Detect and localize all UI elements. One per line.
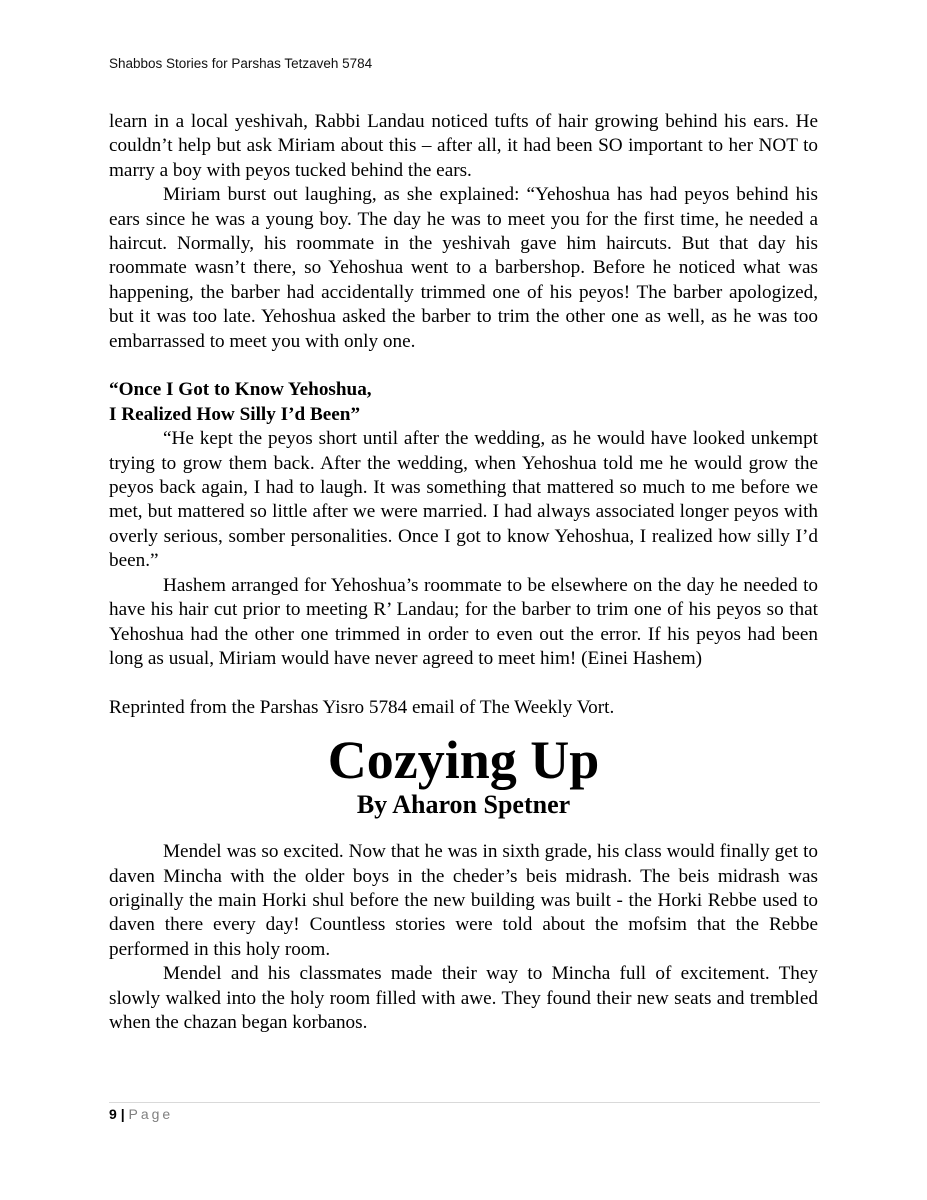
spacer — [109, 671, 818, 695]
story2-byline: By Aharon Spetner — [356, 790, 571, 820]
footer-divider — [109, 1102, 820, 1103]
spacer — [109, 354, 818, 378]
story2-paragraph-2: Mendel and his classmates made their way to Mincha full of excitement. They slowly walked into the holy room filled with awe. They found their new seats and trembled when the chazan began korbanos. — [109, 963, 818, 1033]
page-number: 9 — [109, 1106, 117, 1122]
story1-paragraph-2: Miriam burst out laughing, as she explained: “Yehoshua has had peyos behind his ears since he was a young boy. The day he was to meet you for the first time, he needed a haircut. Normally, his roommate in the yeshivah gave him haircuts. But that day his roommate wasn’t there, so Yehoshua went to a barbershop. Before he noticed what was happening, the barber had accidentally trimmed one of his peyos! The barber apologized, but it was too late. Yehoshua asked the barber to trim the other one as well, as he was too embarrassed to meet you with only one. — [109, 184, 818, 352]
story1-paragraph-4: Hashem arranged for Yehoshua’s roommate to be elsewhere on the day he needed to have his hair cut prior to meeting R’ Landau; for the barber to trim one of his peyos so that Yehoshua had the other one trimmed in order to even out the error. If his peyos had been long as usual, Miriam would have never agreed to meet him! (Einei Hashem) — [109, 574, 818, 669]
story1-paragraph-3: “He kept the peyos short until after the wedding, as he would have looked unkempt trying to grow them back. After the wedding, when Yehoshua told me he would grow the peyos back again, I had to laugh. It was something that mattered so much to me before we met, but mattered so little after we were married. I had always associated longer peyos with overly serious, somber personalities. Once I got to know Yehoshua, I realized how silly I’d been.” — [109, 428, 818, 572]
story1-subhead-line-1: “Once I Got to Know Yehoshua, — [109, 379, 372, 401]
story1-subhead-line-2: I Realized How Silly I’d Been” — [109, 403, 361, 425]
footer-separator: | — [120, 1106, 125, 1122]
story1-paragraph-1: learn in a local yeshivah, Rabbi Landau noticed tufts of hair growing behind his ears. He couldn’t help but ask Miriam about this – after all, it had been SO important to her NOT to marry a boy with peyos tucked behind the ears. — [109, 111, 818, 181]
story2-title: Cozying Up — [327, 730, 600, 791]
running-header: Shabbos Stories for Parshas Tetzaveh 5784 — [109, 56, 373, 71]
page-body — [109, 110, 818, 1035]
story1-credit: Reprinted from the Parshas Yisro 5784 email of The Weekly Vort. — [109, 696, 615, 718]
story2-paragraph-1: Mendel was so excited. Now that he was in sixth grade, his class would finally get to daven Mincha with the older boys in the cheder’s beis midrash. The beis midrash was originally the main Horki shul before the new building was built - the Horki Rebbe used to daven there every day! Countless stories were told about the mofsim that the Rebbe performed in this holy room. — [109, 841, 818, 960]
page-footer — [109, 1106, 173, 1122]
page-label: Page — [128, 1106, 174, 1122]
